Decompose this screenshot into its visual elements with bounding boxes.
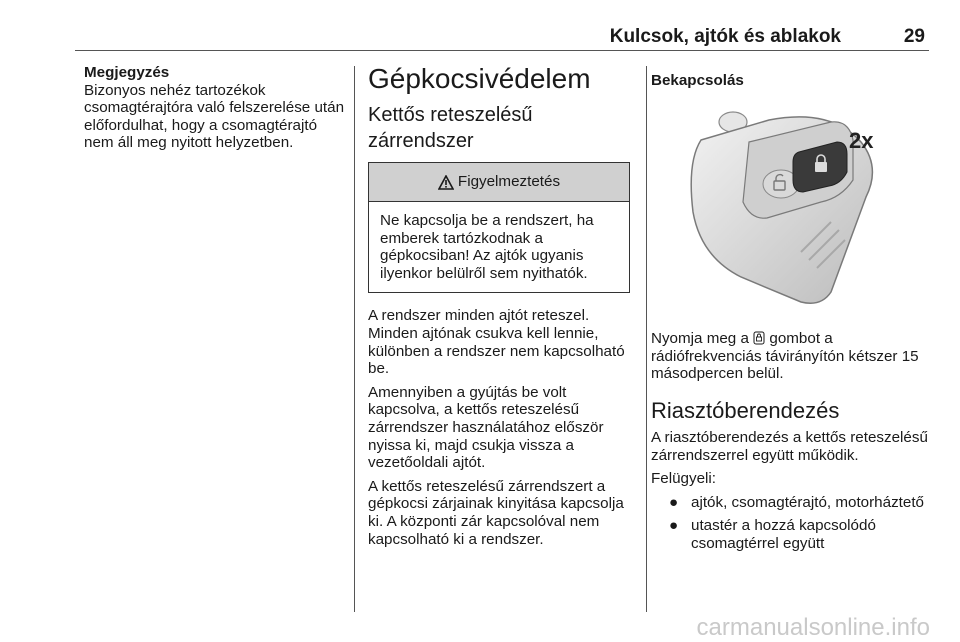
warning-title: Figyelmeztetés [457,173,561,191]
watermark: carmanualsonline.info [696,614,930,641]
list-item [651,517,929,552]
activation-caption [651,330,929,383]
bullet-icon: ● [669,517,679,535]
paragraph-1: A rendszer minden ajtót reteszel. Minden ajtónak csukva kell lennie, különben a rendszer nem kapcsolható be. [368,307,625,378]
warning-text: Ne kapcsolja be a rendszert, ha emberek tartózkodnak a gépkocsiban! Az ajtók ugyanis ilyenkor belülről sem nyithatók. [380,212,594,282]
caption-post: gombot a rádiófrekvenciás távirányítón kétszer 15 másodpercen belül. [651,330,919,383]
remote-key-illustration [681,102,921,312]
alarm-heading: Riasztóberendezés [651,397,840,423]
column-divider-2 [646,66,647,612]
page-number: 29 [903,26,925,47]
header-rule [75,50,929,51]
warning-header [369,163,629,202]
section-subheading: Kettős reteszelésű zárrendszer [368,104,533,152]
lock-button-icon [753,331,765,345]
list-item [651,494,929,512]
activation-subhead: Bekapcsolás [651,72,744,89]
monitored-list [651,494,929,553]
bullet-icon: ● [669,493,679,511]
warning-box [368,162,630,293]
press-count-label: 2x [849,127,874,153]
caption-pre: Nyomja meg a [651,330,749,348]
column-2 [368,64,630,554]
paragraph-3: A kettős reteszelésű zárrendszert a gépkocsi zárjainak kinyitása kapcsolja ki. A központi zár kapcsolóval nem kapcsolható ki a rendszer. [368,477,624,548]
column-divider-1 [354,66,355,612]
section-heading: Gépkocsivédelem [368,63,591,94]
list-item-text: utastér a hozzá kapcsolódó csomagtérrel együtt [691,517,876,552]
header-title: Kulcsok, ajtók és ablakok [609,26,841,47]
column-3 [651,64,929,559]
warning-triangle-icon [438,175,454,190]
alarm-paragraph-1: A riasztóberendezés a kettős reteszelésű zárrendszerrel együtt működik. [651,428,928,464]
alarm-paragraph-2: Felügyeli: [651,470,716,488]
note-title: Megjegyzés [84,64,170,81]
note-text: Bizonyos nehéz tartozékok csomagtérajtóra való felszerelése után előfordulhat, hogy a csomagtérajtó nem áll meg nyitott helyzetben. [84,81,345,152]
column-1 [84,64,346,158]
paragraph-2: Amennyiben a gyújtás be volt kapcsolva, a kettős reteszelésű zárrendszer használatához először nyissa ki, majd csukja vissza a vezetőoldali ajtót. [368,383,604,472]
list-item-text: ajtók, csomagtérajtó, motorháztető [691,493,924,511]
page-header [75,26,929,50]
